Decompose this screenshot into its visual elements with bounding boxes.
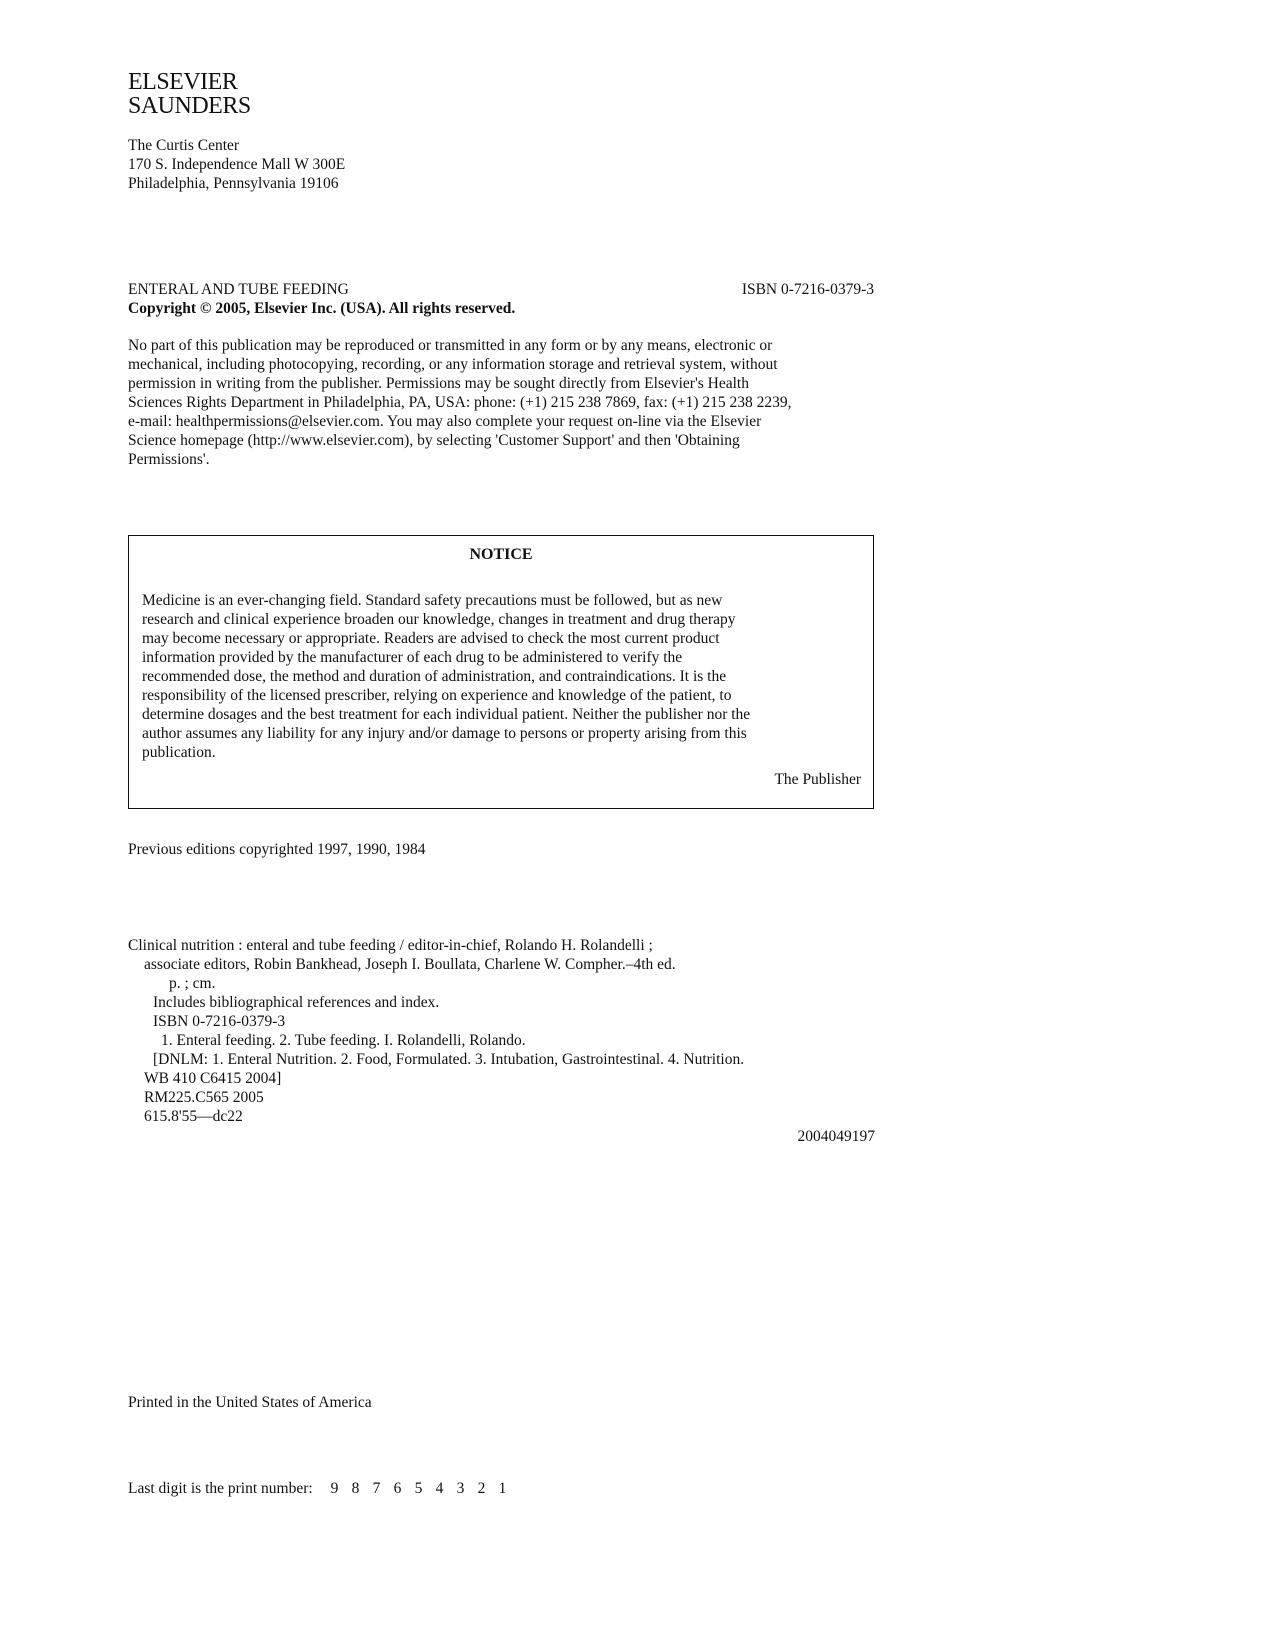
- cip-line: [DNLM: 1. Enteral Nutrition. 2. Food, Formulated. 3. Intubation, Gastrointestinal. 4. Nutrition.: [153, 1051, 745, 1068]
- address-line: The Curtis Center: [128, 137, 240, 154]
- notice-line: may become necessary or appropriate. Readers are advised to check the most current product: [142, 630, 720, 647]
- cip-line: Includes bibliographical references and index.: [153, 994, 440, 1011]
- permissions-line: Permissions'.: [128, 451, 210, 468]
- publisher-name-elsevier: ELSEVIER: [128, 69, 238, 95]
- print-digit: 6: [393, 1480, 402, 1497]
- notice-body: [142, 591, 750, 762]
- notice-line: responsibility of the licensed prescriber, relying on experience and knowledge of the patient, to: [142, 687, 732, 704]
- lccn-number: 2004049197: [797, 1128, 875, 1145]
- print-number-line: [128, 1479, 520, 1498]
- address-line: 170 S. Independence Mall W 300E: [128, 156, 346, 173]
- cip-line: ISBN 0-7216-0379-3: [153, 1013, 286, 1030]
- book-title: ENTERAL AND TUBE FEEDING: [128, 281, 349, 298]
- print-digit: 5: [414, 1480, 423, 1497]
- print-digit: 1: [498, 1480, 507, 1497]
- cip-line: WB 410 C6415 2004]: [144, 1070, 282, 1087]
- notice-line: research and clinical experience broaden our knowledge, changes in treatment and drug therapy: [142, 611, 736, 628]
- cip-line: RM225.C565 2005: [144, 1089, 264, 1106]
- print-number-label: Last digit is the print number:: [128, 1480, 313, 1497]
- print-digit: 2: [477, 1480, 486, 1497]
- publisher-address: [128, 136, 345, 193]
- notice-line: information provided by the manufacturer of each drug to be administered to verify the: [142, 649, 683, 666]
- print-digit: 4: [435, 1480, 444, 1497]
- notice-line: author assumes any liability for any injury and/or damage to persons or property arising from this: [142, 725, 747, 742]
- notice-line: publication.: [142, 744, 216, 761]
- isbn: ISBN 0-7216-0379-3: [741, 281, 874, 298]
- cip-line: 1. Enteral feeding. 2. Tube feeding. I. Rolandelli, Rolando.: [161, 1032, 526, 1049]
- notice-title: NOTICE: [469, 546, 533, 563]
- permissions-line: Science homepage (http://www.elsevier.com), by selecting 'Customer Support' and then 'Obtaining: [128, 432, 740, 449]
- print-digit: 7: [372, 1480, 381, 1497]
- cip-line: Clinical nutrition : enteral and tube feeding / editor-in-chief, Rolando H. Rolandelli ;: [128, 937, 653, 954]
- copyright-statement: Copyright © 2005, Elsevier Inc. (USA). All rights reserved.: [128, 300, 516, 317]
- notice-signature: The Publisher: [774, 771, 861, 788]
- print-digit: 3: [456, 1480, 465, 1497]
- publisher-name-saunders: SAUNDERS: [128, 93, 251, 119]
- notice-line: recommended dose, the method and duration of administration, and contraindications. It is the: [142, 668, 727, 685]
- notice-line: Medicine is an ever-changing field. Standard safety precautions must be followed, but as new: [142, 592, 723, 609]
- cip-data: [128, 936, 744, 1126]
- permissions-line: No part of this publication may be reproduced or transmitted in any form or by any means, electronic or: [128, 337, 773, 354]
- previous-editions: Previous editions copyrighted 1997, 1990, 1984: [128, 841, 426, 858]
- permissions-paragraph: [128, 336, 792, 469]
- printed-in: Printed in the United States of America: [128, 1394, 372, 1411]
- permissions-line: e-mail: healthpermissions@elsevier.com. You may also complete your request on-line via the Elsevier: [128, 413, 762, 430]
- print-number-digits: [331, 1480, 520, 1497]
- address-line: Philadelphia, Pennsylvania 19106: [128, 175, 339, 192]
- permissions-line: mechanical, including photocopying, recording, or any information storage and retrieval system, without: [128, 356, 778, 373]
- cip-line: associate editors, Robin Bankhead, Joseph I. Boullata, Charlene W. Compher.–4th ed.: [144, 956, 676, 973]
- cip-line: p. ; cm.: [169, 975, 216, 992]
- permissions-line: Sciences Rights Department in Philadelphia, PA, USA: phone: (+1) 215 238 7869, fax: (+1) 215 238 2239,: [128, 394, 792, 411]
- permissions-line: permission in writing from the publisher. Permissions may be sought directly from Elsevier's Health: [128, 375, 749, 392]
- print-digit: 9: [330, 1480, 339, 1497]
- notice-box: [128, 535, 874, 809]
- print-digit: 8: [351, 1480, 360, 1497]
- cip-line: 615.8'55—dc22: [144, 1108, 243, 1125]
- notice-line: determine dosages and the best treatment for each individual patient. Neither the publisher nor the: [142, 706, 751, 723]
